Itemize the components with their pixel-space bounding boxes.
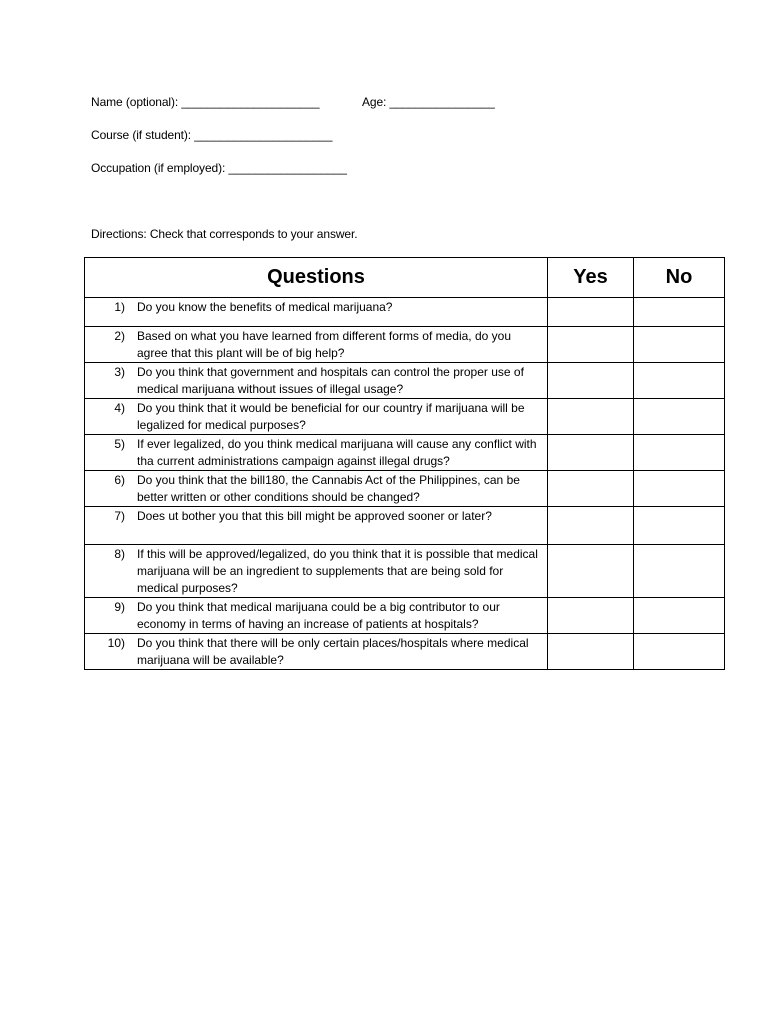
question-cell [85,399,548,435]
no-checkbox-cell[interactable] [634,327,725,363]
yes-checkbox-cell[interactable] [548,298,634,327]
question-text: If this will be approved/legalized, do you think that it is possible that medical marijuana will be an ingredient to supplements that are being sold for medical purposes? [137,547,538,595]
age-field[interactable]: Age: ________________ [362,95,495,109]
question-cell [85,507,548,545]
no-checkbox-cell[interactable] [634,634,725,670]
question-text: Do you think that it would be beneficial for our country if marijuana will be legalized for medical purposes? [137,401,525,432]
question-text: Do you know the benefits of medical marijuana? [137,300,393,314]
question-text: Do you think that medical marijuana could be a big contributor to our economy in terms of having an increase of patients at hospitals? [137,600,500,631]
question-cell [85,634,548,670]
occupation-field[interactable]: Occupation (if employed): __________________ [91,161,347,175]
question-number: 1) [114,300,125,314]
question-number: 4) [114,401,125,415]
question-cell [85,327,548,363]
question-number: 10) [107,636,125,650]
question-number: 3) [114,365,125,379]
question-number: 9) [114,600,125,614]
questionnaire-table [84,257,725,670]
course-field[interactable]: Course (if student): _____________________ [91,128,333,142]
yes-checkbox-cell[interactable] [548,471,634,507]
yes-checkbox-cell[interactable] [548,327,634,363]
question-number: 6) [114,473,125,487]
table-row [85,598,725,634]
no-checkbox-cell[interactable] [634,507,725,545]
no-checkbox-cell[interactable] [634,363,725,399]
table-row [85,399,725,435]
question-cell [85,471,548,507]
question-cell [85,298,548,327]
yes-checkbox-cell[interactable] [548,363,634,399]
yes-checkbox-cell[interactable] [548,507,634,545]
yes-checkbox-cell[interactable] [548,399,634,435]
question-cell [85,435,548,471]
table-row [85,298,725,327]
question-text: Do you think that government and hospitals can control the proper use of medical marijuana without issues of illegal usage? [137,365,524,396]
table-header-row [85,258,725,298]
yes-checkbox-cell[interactable] [548,634,634,670]
questions-header: Questions [85,258,548,298]
table-row [85,363,725,399]
name-field[interactable]: Name (optional): _____________________ [91,95,320,109]
question-text: Do you think that the bill180, the Cannabis Act of the Philippines, can be better written or other conditions should be changed? [137,473,520,504]
question-number: 2) [114,329,125,343]
question-cell [85,363,548,399]
directions-text: Directions: Check that corresponds to your answer. [91,227,358,241]
question-cell [85,545,548,598]
table-row [85,327,725,363]
yes-checkbox-cell[interactable] [548,435,634,471]
question-number: 8) [114,547,125,561]
no-header: No [634,258,725,298]
question-text: Do you think that there will be only certain places/hospitals where medical marijuana will be available? [137,636,529,667]
question-text: Based on what you have learned from different forms of media, do you agree that this plant will be of big help? [137,329,511,360]
question-cell [85,598,548,634]
question-text: If ever legalized, do you think medical marijuana will cause any conflict with tha current administrations campaign against illegal drugs? [137,437,537,468]
yes-checkbox-cell[interactable] [548,545,634,598]
table-row [85,507,725,545]
yes-checkbox-cell[interactable] [548,598,634,634]
no-checkbox-cell[interactable] [634,471,725,507]
no-checkbox-cell[interactable] [634,298,725,327]
no-checkbox-cell[interactable] [634,598,725,634]
no-checkbox-cell[interactable] [634,545,725,598]
question-text: Does ut bother you that this bill might be approved sooner or later? [137,509,492,523]
question-number: 7) [114,509,125,523]
table-row [85,545,725,598]
question-number: 5) [114,437,125,451]
table-row [85,471,725,507]
table-row [85,435,725,471]
yes-header: Yes [548,258,634,298]
no-checkbox-cell[interactable] [634,435,725,471]
no-checkbox-cell[interactable] [634,399,725,435]
table-row [85,634,725,670]
